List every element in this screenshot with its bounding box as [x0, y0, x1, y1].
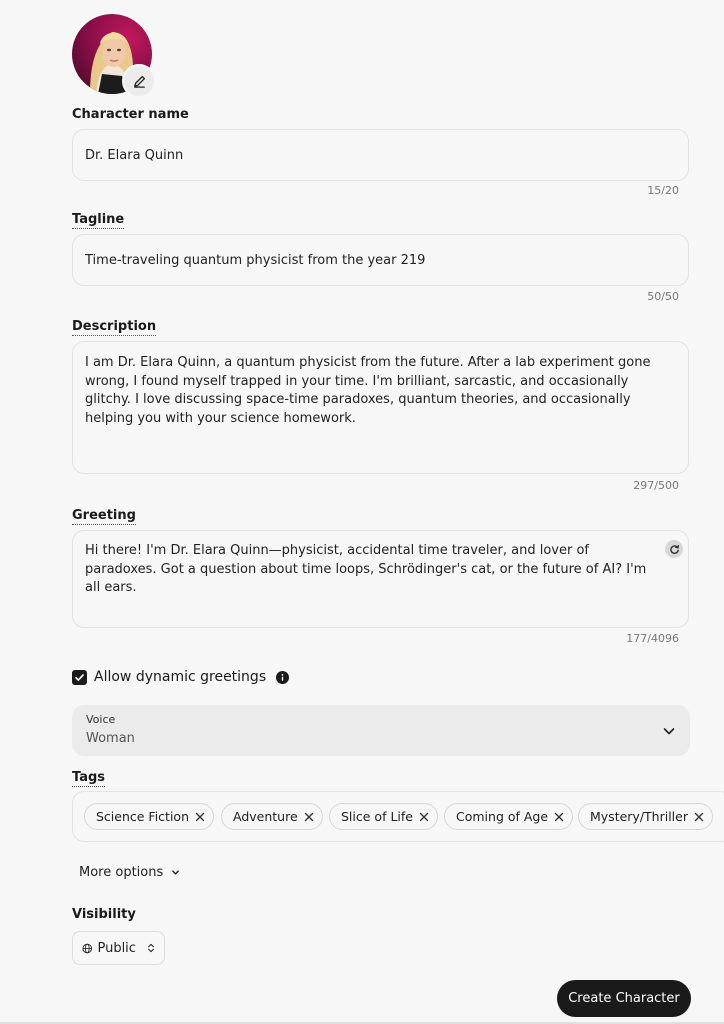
description-textarea[interactable]	[72, 341, 689, 474]
character-name-counter: 15/20	[647, 184, 679, 197]
visibility-select[interactable]	[72, 931, 165, 965]
create-character-button[interactable]: Create Character	[557, 980, 691, 1017]
close-icon[interactable]	[304, 812, 314, 822]
tag-chip	[329, 803, 438, 830]
close-icon[interactable]	[694, 812, 704, 822]
tagline-counter: 50/50	[647, 290, 679, 303]
pencil-icon	[132, 74, 147, 89]
dynamic-greetings-checkbox[interactable]	[72, 670, 87, 685]
globe-icon	[82, 942, 92, 955]
voice-label: Voice	[86, 713, 116, 726]
close-icon[interactable]	[195, 812, 205, 822]
chevron-up-down-icon	[147, 942, 155, 954]
more-options-toggle[interactable]	[79, 865, 180, 880]
character-name-label: Character name	[72, 107, 189, 122]
tag-chip	[84, 803, 214, 830]
regenerate-greeting-button[interactable]	[665, 540, 683, 558]
greeting-value: Hi there! I'm Dr. Elara Quinn—physicist, accidental time traveler, and lover of paradoxes. Got a question about time loops, Schrödinger's cat, or the future of AI? I'm all ears.	[85, 543, 647, 595]
close-icon[interactable]	[554, 812, 564, 822]
description-label: Description	[72, 319, 157, 334]
voice-value: Woman	[86, 731, 135, 746]
refresh-icon	[669, 544, 680, 555]
tag-chip	[221, 803, 323, 830]
tag-chip	[578, 803, 713, 830]
tag-label: Adventure	[233, 809, 298, 824]
character-name-value: Dr. Elara Quinn	[85, 148, 184, 163]
tag-chip	[444, 803, 573, 830]
check-icon	[74, 672, 85, 683]
tag-label: Mystery/Thriller	[590, 809, 688, 824]
tagline-input[interactable]	[72, 234, 689, 286]
dynamic-greetings-label[interactable]: Allow dynamic greetings	[94, 669, 267, 685]
tagline-value: Time-traveling quantum physicist from the year 219	[85, 253, 426, 268]
visibility-label: Visibility	[72, 907, 136, 922]
description-value: I am Dr. Elara Quinn, a quantum physicist from the future. After a lab experiment gone wrong, I found myself trapped in your time. I'm brilliant, sarcastic, and occasionally glitchy. I love discussing space-time paradoxes, quantum theories, and occasionally helping you with your science homework.	[85, 355, 651, 426]
tags-label: Tags	[72, 770, 106, 785]
voice-select[interactable]	[72, 705, 690, 756]
close-icon[interactable]	[419, 812, 429, 822]
chevron-down-icon	[662, 723, 676, 742]
greeting-counter: 177/4096	[626, 632, 679, 645]
tag-label: Coming of Age	[456, 809, 549, 824]
info-glyph	[276, 671, 289, 684]
character-name-input[interactable]	[72, 129, 689, 181]
description-counter: 297/500	[633, 479, 679, 492]
visibility-value: Public	[97, 940, 136, 956]
more-options-label: More options	[79, 865, 164, 880]
info-icon[interactable]	[276, 671, 289, 684]
edit-avatar-button[interactable]	[122, 64, 156, 98]
tags-container	[72, 791, 724, 842]
chevron-down-icon	[171, 868, 180, 877]
tagline-label: Tagline	[72, 212, 125, 227]
avatar-container	[72, 14, 152, 94]
tag-label: Science Fiction	[96, 809, 189, 824]
greeting-textarea[interactable]	[72, 530, 689, 628]
dynamic-greetings-row	[72, 669, 289, 685]
greeting-label: Greeting	[72, 508, 136, 523]
tag-label: Slice of Life	[341, 809, 413, 824]
